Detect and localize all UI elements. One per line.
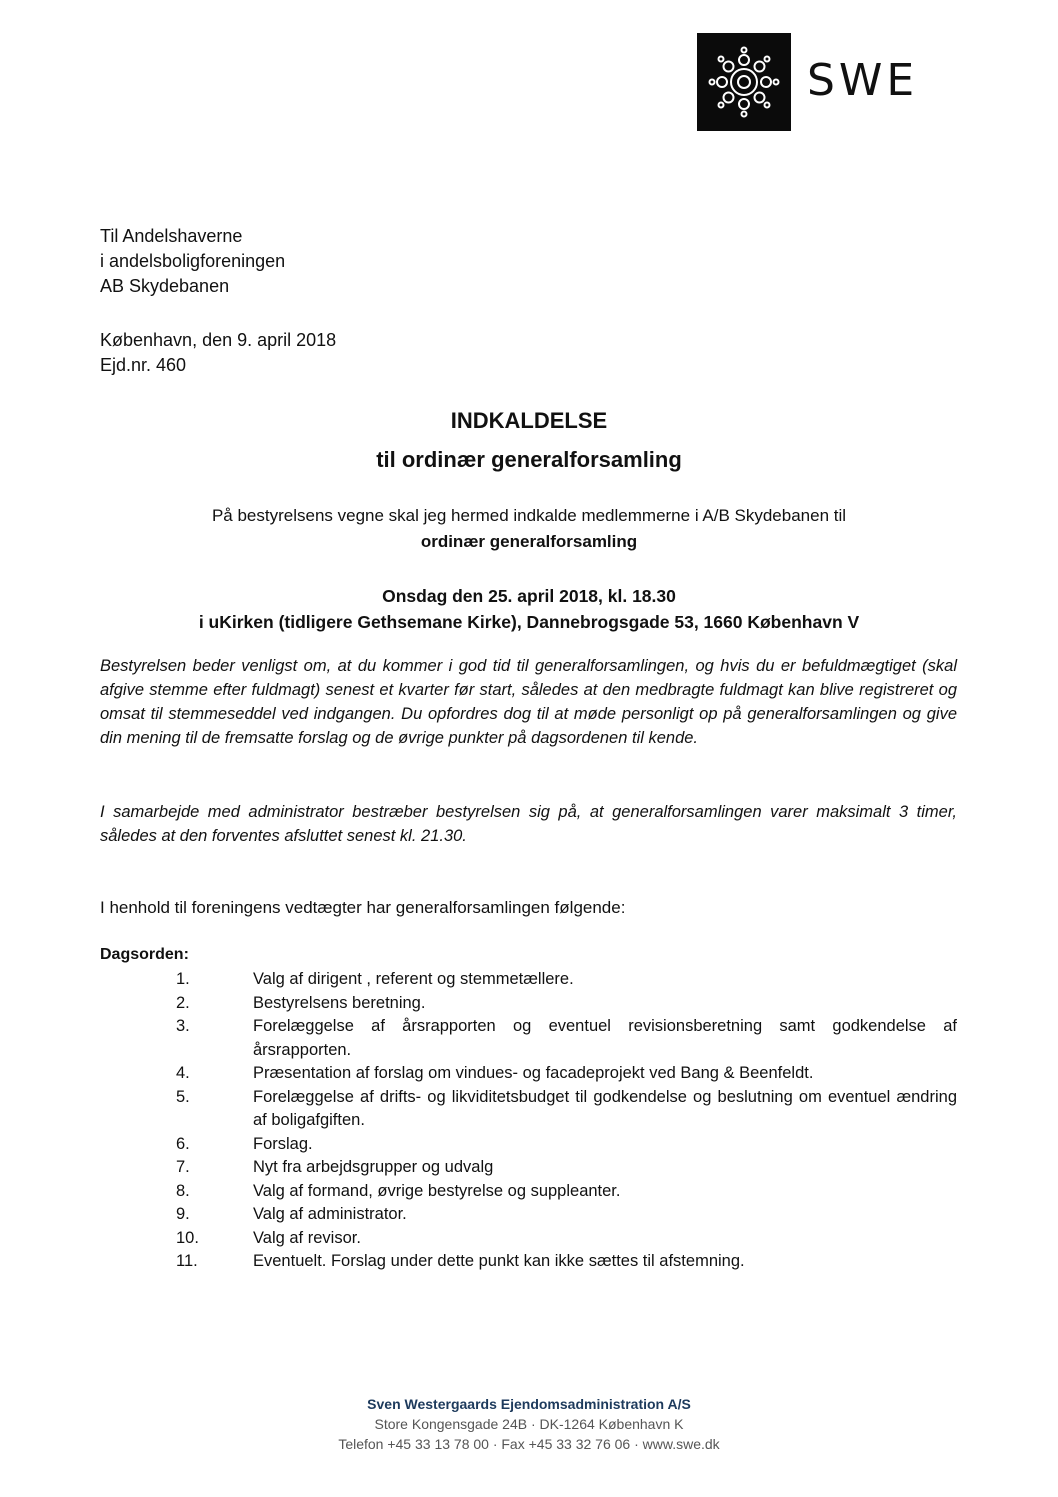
- agenda-number: 3.: [176, 1017, 190, 1035]
- date-line: København, den 9. april 2018: [100, 330, 337, 350]
- document-title: INDKALDELSE: [450, 408, 608, 433]
- agenda-text: Valg af administrator.: [253, 1205, 407, 1223]
- recipient-block: [100, 224, 285, 299]
- agenda-text: Eventuelt. Forslag under dette punkt kan ikke sættes til afstemning.: [253, 1252, 745, 1270]
- agenda-text: Bestyrelsens beretning.: [253, 993, 426, 1012]
- agenda-item: [100, 1133, 957, 1157]
- intro-text: [0, 503, 1058, 555]
- agenda-number: 7.: [176, 1158, 190, 1176]
- agenda-text: Valg af formand, øvrige bestyrelse og suppleanter.: [253, 1181, 621, 1200]
- letterhead-footer: [0, 1394, 1058, 1454]
- rosette-icon: [705, 43, 783, 121]
- company-logo: [697, 33, 982, 131]
- statutes-line: I henhold til foreningens vedtægter har generalforsamlingen følgende:: [100, 898, 626, 917]
- agenda-item: [100, 968, 957, 992]
- agenda-number: 1.: [176, 970, 190, 988]
- agenda-text: Forslag.: [253, 1134, 313, 1153]
- agenda-text: Nyt fra arbejdsgrupper og udvalg: [253, 1158, 494, 1176]
- agenda-item: [100, 1086, 957, 1133]
- agenda-item: [100, 1250, 957, 1274]
- agenda-item: [100, 992, 957, 1016]
- duration-paragraph: I samarbejde med administrator bestræber bestyrelsen sig på, at generalforsamlingen varer maksimalt 3 timer, således at den forventes afsluttet senest kl. 21.30.: [100, 803, 957, 845]
- meeting-location: i uKirken (tidligere Gethsemane Kirke), Dannebrogsgade 53, 1660 København V: [198, 612, 860, 632]
- recipient-line: AB Skydebanen: [100, 276, 230, 296]
- agenda-list: [100, 968, 957, 1274]
- agenda-number: 2.: [176, 993, 190, 1012]
- agenda-number: 4.: [176, 1064, 190, 1082]
- agenda-number: 9.: [176, 1205, 190, 1223]
- agenda-item: [100, 1015, 957, 1062]
- agenda-number: 10.: [176, 1228, 199, 1247]
- agenda-heading: Dagsorden:: [100, 946, 189, 963]
- footer-company: Sven Westergaards Ejendomsadministration A/S: [367, 1396, 691, 1412]
- recipient-line: i andelsboligforeningen: [100, 251, 286, 271]
- agenda-text: Valg af revisor.: [253, 1228, 361, 1247]
- notice-paragraph: Bestyrelsen beder venligst om, at du kommer i god tid til generalforsamlingen, og hvis du er befuldmægtiget (skal afgive stemme efter fuldmagt) senest et kvarter før start, således at den medbragte fuldmagt kan blive registreret og omsat til stemmeseddel ved indgangen. Du opfordres dog til at møde personligt op på generalforsamlingen og give din mening til de fremsatte forslag og de øvrige punkter på dagsordenen til kende.: [100, 657, 957, 747]
- agenda-number: 6.: [176, 1134, 190, 1153]
- agenda-item: [100, 1180, 957, 1204]
- agenda-text: Forelæggelse af årsrapporten og eventuel revisionsberetning samt godkendelse af årsrapporten.: [253, 1017, 957, 1059]
- agenda-item: [100, 1203, 957, 1227]
- recipient-line: Til Andelshaverne: [100, 226, 243, 246]
- agenda-number: 8.: [176, 1181, 190, 1200]
- meeting-details: [0, 583, 1058, 635]
- logo-wordmark: SWE: [807, 55, 919, 106]
- intro-line: På bestyrelsens vegne skal jeg hermed indkalde medlemmerne i A/B Skydebanen til: [211, 506, 847, 525]
- property-number: Ejd.nr. 460: [100, 355, 187, 375]
- footer-contact: Telefon +45 33 13 78 00 · Fax +45 33 32 76 06 · www.swe.dk: [338, 1436, 720, 1452]
- agenda-text: Valg af dirigent , referent og stemmetællere.: [253, 970, 574, 988]
- agenda-number: 11.: [176, 1252, 198, 1270]
- logo-mark: [697, 33, 791, 131]
- agenda-item: [100, 1227, 957, 1251]
- agenda-item: [100, 1062, 957, 1086]
- footer-address: Store Kongensgade 24B · DK-1264 København K: [374, 1416, 684, 1432]
- date-block: [100, 328, 336, 378]
- agenda-text: Forelæggelse af drifts- og likviditetsbudget til godkendelse og beslutning om eventuel ændring af boligafgiften.: [253, 1087, 957, 1129]
- agenda-text: Præsentation af forslag om vindues- og facadeprojekt ved Bang & Beenfeldt.: [253, 1064, 814, 1082]
- agenda-number: 5.: [176, 1087, 190, 1106]
- intro-emphasis: ordinær generalforsamling: [420, 532, 638, 551]
- agenda-item: [100, 1156, 957, 1180]
- meeting-date: Onsdag den 25. april 2018, kl. 18.30: [382, 586, 676, 606]
- document-subtitle: til ordinær generalforsamling: [376, 447, 682, 472]
